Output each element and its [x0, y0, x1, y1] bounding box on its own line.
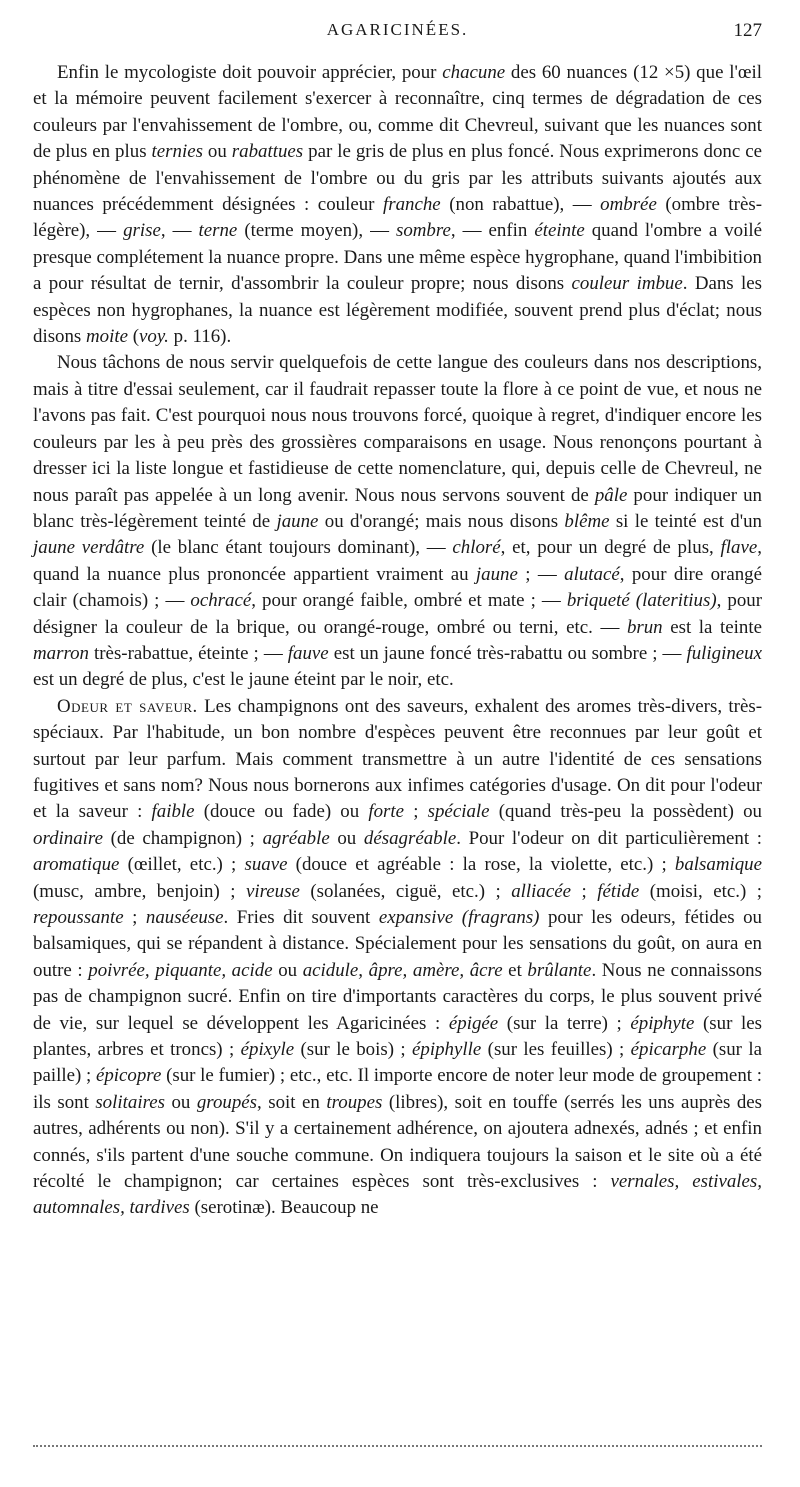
text-run: . Dans les espèces non hygrophanes, la nuance est légèrement modifiée, souvent prend plus d'éclat; nous disons	[33, 273, 763, 348]
text-run: est un degré de plus, c'est le jaune éteint par le noir, etc.	[33, 669, 454, 691]
text-run: pour indiquer un blanc très-légèrement teinté de	[33, 484, 762, 532]
text-run: (serotinæ). Beaucoup ne	[189, 1197, 379, 1219]
running-title: AGARICINÉES.	[326, 20, 469, 39]
text-run: (terme moyen), —	[237, 220, 396, 242]
italic-term: désagréable	[363, 827, 457, 849]
text-run: Les champignons ont des saveurs, exhalent des aromes très-divers, très-spéciaux. Par l'habitude, un bon nombre d'espèces peuvent être reconnues par leur goût et surtout par leur parfum. Mais comment transmettre à un autre l'identité de ces sensations fugitives et sans nom? Nous nous bornerons aux infimes catégories d'usage. On dit pour l'odeur et la saveur :	[33, 695, 762, 823]
italic-term: ternies	[151, 141, 203, 163]
text-run: si le teinté est d'un	[609, 510, 763, 532]
italic-term: groupés	[196, 1091, 258, 1113]
text-run: ou	[272, 959, 303, 981]
text-run: , pour dire orangé clair (chamois) ; —	[33, 563, 762, 612]
text-run: (sur la terre) ;	[498, 1012, 631, 1034]
text-run: très-rabattue, éteinte ; —	[88, 642, 288, 664]
text-run: (musc, ambre, benjoin) ;	[33, 880, 246, 902]
text-run: ;	[571, 880, 598, 902]
italic-term: suave	[244, 854, 288, 876]
text-run: (de champignon) ;	[102, 827, 263, 849]
text-run: , pour orangé faible, ombré et mate ; —	[251, 590, 567, 612]
text-run: p. 116).	[168, 326, 232, 348]
italic-term: terne	[198, 220, 238, 242]
italic-term: voy.	[139, 326, 169, 348]
italic-term: brun	[626, 616, 663, 638]
italic-term: fétide	[597, 880, 640, 902]
paragraph-odor-and-taste	[33, 694, 762, 1222]
italic-term: poivrée, piquante, acide	[88, 959, 273, 981]
text-run: ;	[123, 907, 146, 928]
italic-term: fuligineux	[686, 642, 762, 664]
text-run: (le blanc étant toujours dominant), —	[144, 537, 453, 559]
text-run: . Nous ne connaissons pas de champignon sucré. Enfin on tire d'importants caractères du corps, le plus souvent privé de vie, sur lequel se développent les Agaricinées :	[33, 959, 762, 1034]
body-text	[33, 60, 762, 1222]
italic-term: épigée	[448, 1012, 499, 1034]
italic-term: solitaires	[95, 1091, 165, 1113]
section-heading: Odeur et saveur.	[57, 695, 198, 717]
text-run: (non rabattue), —	[440, 194, 601, 216]
text-run: par le gris de plus en plus foncé. Nous exprimerons donc ce phénomène de l'envahissement de l'ombre ou du gris par les attributs suivants ajoutés aux nuances précédemment désignées : couleur	[33, 141, 763, 216]
text-run: ou d'orangé; mais nous disons	[318, 510, 565, 532]
text-run: , soit en	[257, 1091, 327, 1113]
italic-term: sombre	[395, 220, 451, 242]
bottom-dotted-rule	[33, 1445, 762, 1447]
italic-term: jaune verdâtre	[33, 537, 145, 559]
italic-term: ochracé	[190, 590, 252, 612]
italic-term: alutacé	[564, 563, 620, 585]
italic-term: agréable	[262, 827, 330, 849]
italic-term: repoussante	[33, 907, 124, 928]
text-run: (douce ou fade) ou	[194, 801, 369, 823]
italic-term: fauve	[287, 642, 329, 664]
italic-term: épicarphe	[630, 1039, 707, 1061]
text-run: (solanées, ciguë, etc.) ;	[299, 880, 512, 902]
text-run: , quand la nuance plus prononcée appartient vraiment au	[33, 537, 762, 585]
italic-term: briqueté (lateritius)	[566, 590, 717, 612]
paragraph-color-degradation	[33, 60, 762, 350]
text-run: ou	[164, 1091, 197, 1113]
italic-term: brûlante	[527, 959, 592, 981]
text-run: est un jaune foncé très-rabattu ou sombre ; —	[328, 642, 687, 664]
italic-term: marron	[33, 642, 89, 664]
italic-term: ombrée	[600, 194, 657, 216]
italic-term: ordinaire	[33, 827, 103, 849]
italic-term: moite	[86, 326, 128, 348]
italic-term: couleur imbue	[571, 273, 683, 295]
italic-term: aromatique	[33, 854, 120, 876]
italic-term: franche	[382, 194, 441, 216]
text-run: , —	[160, 220, 199, 242]
italic-term: spéciale	[427, 801, 490, 823]
italic-term: jaune	[475, 563, 518, 585]
italic-term: épixyle	[240, 1039, 295, 1061]
text-run: ;	[404, 801, 428, 823]
text-run: et	[502, 959, 528, 981]
italic-term: chacune	[442, 62, 506, 83]
italic-term: forte	[368, 801, 405, 823]
text-run: (quand très-peu la possèdent) ou	[489, 801, 763, 823]
italic-term: épiphylle	[412, 1039, 482, 1061]
italic-term: acidule, âpre, amère, âcre	[302, 959, 503, 981]
italic-term: épiphyte	[630, 1012, 695, 1034]
text-run: Enfin le mycologiste doit pouvoir apprécier, pour	[57, 62, 443, 83]
text-run: , — enfin	[450, 220, 535, 242]
text-run: (libres), soit en touffe (serrés les uns auprès des autres, adhérents ou non). S'il y a certainement adhérence, on ajoutera adnexés, adnés ; et enfin connés, s'ils partent d'une souche commune. On indiquera toujours la saison et le site où a été récolté le champignon; car certaines espèces sont très-exclusives :	[33, 1091, 763, 1193]
italic-term: grise	[123, 220, 161, 242]
text-run: est la teinte	[662, 616, 762, 638]
italic-term: rabattues	[231, 141, 304, 163]
italic-term: balsamique	[674, 854, 762, 876]
italic-term: épicopre	[95, 1065, 162, 1087]
italic-term: flave	[720, 537, 758, 559]
text-run: (ombre très-légère), —	[33, 194, 762, 242]
italic-term: éteinte	[534, 220, 585, 242]
text-run: ou	[202, 141, 232, 163]
text-run: Nous tâchons de nous servir quelquefois de cette langue des couleurs dans nos descriptions, mais à titre d'essai seulement, car il faudrait repasser toute la flore à ce point de vue, et nous ne l'avons pas fait. C'est pourquoi nous nous trouvons forcé, quoique à regret, d'indiquer encore les couleurs par les à peu près des grossières comparaisons en usage. Nous renonçons pourtant à dresser ici la liste longue et fastidieuse de cette nomenclature, qui, depuis celle de Chevreul, ne nous paraît pas appelée à un long avenir. Nous nous servons souvent de	[33, 352, 762, 506]
italic-term: chloré	[452, 537, 501, 559]
text-run: (douce et agréable : la rose, la violette, etc.) ;	[287, 854, 675, 876]
paragraph-color-language	[33, 350, 762, 693]
page-header	[33, 20, 762, 50]
italic-term: faible	[151, 801, 195, 823]
text-run: (	[128, 326, 140, 348]
text-run: (sur les plantes, arbres et troncs) ;	[33, 1012, 762, 1061]
italic-term: troupes	[326, 1091, 383, 1113]
page-number: 127	[733, 20, 762, 41]
italic-term: nauséeuse	[145, 907, 224, 928]
italic-term: alliacée	[511, 880, 572, 902]
text-run: quand l'ombre a voilé presque complétement la nuance propre. Dans une même espèce hygrophane, quand l'imbibition a pour résultat de ternir, d'assombrir la couleur propre; nous disons	[33, 220, 762, 295]
text-run: ou	[329, 827, 364, 849]
text-run: . Fries dit souvent	[223, 907, 379, 928]
text-run: pour les odeurs, fétides ou balsamiques, qui se répandent à distance. Spécialement pour les sensations du goût, on aura en outre :	[33, 907, 762, 981]
italic-term: vireuse	[245, 880, 300, 902]
text-run: (œillet, etc.) ;	[119, 854, 245, 876]
text-run: , et, pour un degré de plus,	[500, 537, 721, 559]
italic-term: expansive (fragrans)	[378, 907, 540, 928]
text-run: des 60 nuances (12 ×5) que l'œil et la mémoire peuvent facilement s'exercer à reconnaître, cinq termes de dégradation de ces couleurs par l'envahissement de l'ombre, ou, comme dit Chevreul, suivant que les nuances sont de plus en plus	[33, 62, 762, 163]
text-run: (sur le bois) ;	[294, 1039, 413, 1061]
text-run: , pour désigner la couleur de la brique, ou orangé-rouge, ombré ou terni, etc. —	[33, 590, 762, 638]
text-run: ; —	[517, 563, 565, 585]
text-run: . Pour l'odeur on dit particulièrement :	[456, 827, 762, 849]
text-run: (sur le fumier) ; etc., etc. Il importe encore de noter leur mode de groupement : ils sont	[33, 1065, 762, 1113]
text-run: (sur les feuilles) ;	[481, 1039, 631, 1061]
italic-term: blême	[564, 510, 610, 532]
text-run: (sur la paille) ;	[33, 1039, 762, 1087]
text-run: (moisi, etc.) ;	[639, 880, 762, 902]
italic-term: jaune	[276, 510, 319, 532]
italic-term: vernales, estivales, automnales, tardives	[33, 1171, 762, 1219]
italic-term: pâle	[594, 484, 628, 506]
